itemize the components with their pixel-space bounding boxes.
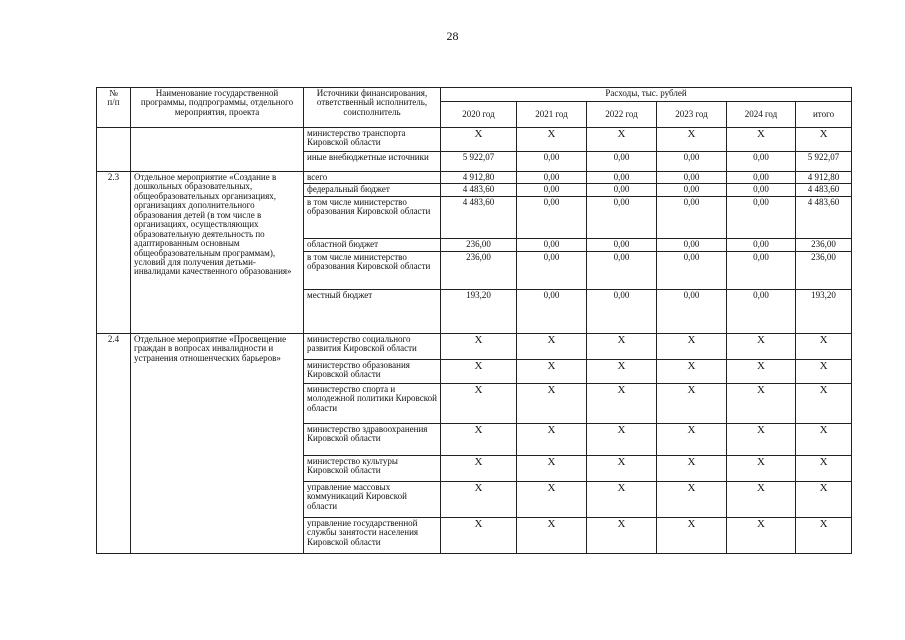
value-cell: Х [441, 383, 517, 423]
item-number: 2.3 [97, 172, 131, 334]
value-cell: Х [517, 383, 587, 423]
value-cell: Х [727, 333, 796, 359]
value-cell: Х [517, 455, 587, 481]
value-cell: 0,00 [727, 251, 796, 289]
value-cell: 0,00 [517, 152, 587, 172]
value-cell: Х [587, 481, 657, 517]
value-cell: Х [441, 333, 517, 359]
value-cell: 4 483,60 [441, 184, 517, 196]
value-cell: 5 922,07 [796, 152, 852, 172]
source-cell: в том числе министерство образования Кировской области [304, 251, 441, 289]
budget-table [96, 87, 852, 554]
source-cell: министерство культуры Кировской области [304, 455, 441, 481]
source-cell: министерство спорта и молодежной политики Кировской области [304, 383, 441, 423]
value-cell: 0,00 [587, 152, 657, 172]
value-cell: Х [796, 128, 852, 152]
value-cell: 0,00 [657, 289, 727, 333]
value-cell: Х [517, 359, 587, 383]
item-number: 2.4 [97, 333, 131, 553]
source-cell: иные внебюджетные источники [304, 152, 441, 172]
value-cell: Х [517, 517, 587, 553]
value-cell: Х [587, 455, 657, 481]
value-cell: Х [441, 517, 517, 553]
source-cell: в том числе министерство образования Кировской области [304, 196, 441, 238]
value-cell: Х [587, 423, 657, 455]
value-cell: Х [657, 517, 727, 553]
source-cell: министерство здравоохранения Кировской области [304, 423, 441, 455]
value-cell: 0,00 [517, 196, 587, 238]
value-cell: 0,00 [657, 184, 727, 196]
value-cell: Х [587, 359, 657, 383]
value-cell: Х [727, 383, 796, 423]
value-cell: 0,00 [517, 238, 587, 251]
value-cell: Х [796, 455, 852, 481]
value-cell: Х [657, 128, 727, 152]
source-cell: управление массовых коммуникаций Кировской области [304, 481, 441, 517]
value-cell: 4 483,60 [796, 184, 852, 196]
value-cell: Х [587, 383, 657, 423]
value-cell: Х [587, 128, 657, 152]
source-cell: федеральный бюджет [304, 184, 441, 196]
value-cell: Х [796, 383, 852, 423]
header-year: 2023 год [657, 102, 727, 128]
value-cell: 0,00 [727, 184, 796, 196]
value-cell: 0,00 [587, 289, 657, 333]
value-cell: 0,00 [727, 172, 796, 184]
value-cell: Х [517, 481, 587, 517]
value-cell: Х [727, 423, 796, 455]
source-cell: министерство транспорта Кировской области [304, 128, 441, 152]
value-cell: Х [796, 359, 852, 383]
source-cell: местный бюджет [304, 289, 441, 333]
value-cell: Х [587, 333, 657, 359]
header-year: 2022 год [587, 102, 657, 128]
table-row [97, 333, 852, 359]
item-name: Отдельное мероприятие «Создание в дошкольных образовательных, общеобразовательных организациях, организациях дополнительного образования детей (в том числе в организациях, осуществляющих образовательную деятельность по адаптированным основным общеобразовательным программам), условий для получения детьми-инвалидами качественного образования» [131, 172, 304, 334]
header-source: Источники финансирования, ответственный исполнитель, соисполнитель [304, 88, 441, 128]
header-name: Наименование государственной программы, подпрограммы, отдельного мероприятия, проекта [131, 88, 304, 128]
value-cell: 0,00 [517, 251, 587, 289]
page-number: 28 [446, 29, 459, 43]
item-name: Отдельное мероприятие «Просвещение граждан в вопросах инвалидности и устранения отношенческих барьеров» [131, 333, 304, 553]
value-cell: 193,20 [441, 289, 517, 333]
value-cell: Х [657, 359, 727, 383]
value-cell: 0,00 [657, 152, 727, 172]
value-cell: 193,20 [796, 289, 852, 333]
source-cell: областной бюджет [304, 238, 441, 251]
value-cell: 0,00 [587, 238, 657, 251]
value-cell: 0,00 [727, 238, 796, 251]
value-cell: Х [796, 333, 852, 359]
value-cell: Х [441, 423, 517, 455]
value-cell: 0,00 [517, 289, 587, 333]
value-cell: Х [517, 128, 587, 152]
value-cell: 236,00 [441, 251, 517, 289]
value-cell: 4 912,80 [441, 172, 517, 184]
value-cell: Х [796, 517, 852, 553]
value-cell: 0,00 [657, 172, 727, 184]
value-cell: Х [587, 517, 657, 553]
header-year: 2021 год [517, 102, 587, 128]
value-cell: Х [657, 423, 727, 455]
value-cell: 0,00 [657, 251, 727, 289]
value-cell: Х [657, 455, 727, 481]
value-cell: 236,00 [796, 238, 852, 251]
value-cell: Х [657, 481, 727, 517]
value-cell: 0,00 [587, 196, 657, 238]
header-expenses: Расходы, тыс. рублей [441, 88, 852, 102]
value-cell: Х [517, 423, 587, 455]
header-row [97, 88, 852, 102]
value-cell: 0,00 [587, 172, 657, 184]
source-cell: министерство социального развития Кировской области [304, 333, 441, 359]
value-cell: 0,00 [657, 196, 727, 238]
value-cell: 0,00 [727, 152, 796, 172]
value-cell: Х [727, 455, 796, 481]
value-cell: Х [657, 333, 727, 359]
table-row [97, 128, 852, 152]
header-year: итого [796, 102, 852, 128]
value-cell: 0,00 [657, 238, 727, 251]
header-year: 2020 год [441, 102, 517, 128]
value-cell: Х [727, 517, 796, 553]
value-cell: 5 922,07 [441, 152, 517, 172]
value-cell: Х [517, 333, 587, 359]
value-cell: Х [441, 128, 517, 152]
header-year: 2024 год [727, 102, 796, 128]
value-cell: 4 483,60 [441, 196, 517, 238]
value-cell: Х [441, 359, 517, 383]
value-cell: 4 483,60 [796, 196, 852, 238]
value-cell: Х [796, 481, 852, 517]
value-cell: Х [441, 455, 517, 481]
value-cell: 236,00 [441, 238, 517, 251]
name-cell [131, 128, 304, 172]
value-cell: 0,00 [517, 172, 587, 184]
value-cell: 0,00 [517, 184, 587, 196]
num-cell [97, 128, 131, 172]
value-cell: Х [657, 383, 727, 423]
value-cell: 236,00 [796, 251, 852, 289]
table-row [97, 172, 852, 184]
value-cell: 0,00 [727, 289, 796, 333]
value-cell: 4 912,80 [796, 172, 852, 184]
value-cell: Х [796, 423, 852, 455]
value-cell: Х [441, 481, 517, 517]
source-cell: министерство образования Кировской области [304, 359, 441, 383]
source-cell: управление государственной службы занятости населения Кировской области [304, 517, 441, 553]
value-cell: Х [727, 481, 796, 517]
value-cell: 0,00 [587, 184, 657, 196]
value-cell: 0,00 [727, 196, 796, 238]
value-cell: Х [727, 359, 796, 383]
value-cell: 0,00 [587, 251, 657, 289]
value-cell: Х [727, 128, 796, 152]
header-num: № п/п [97, 88, 131, 128]
source-cell: всего [304, 172, 441, 184]
